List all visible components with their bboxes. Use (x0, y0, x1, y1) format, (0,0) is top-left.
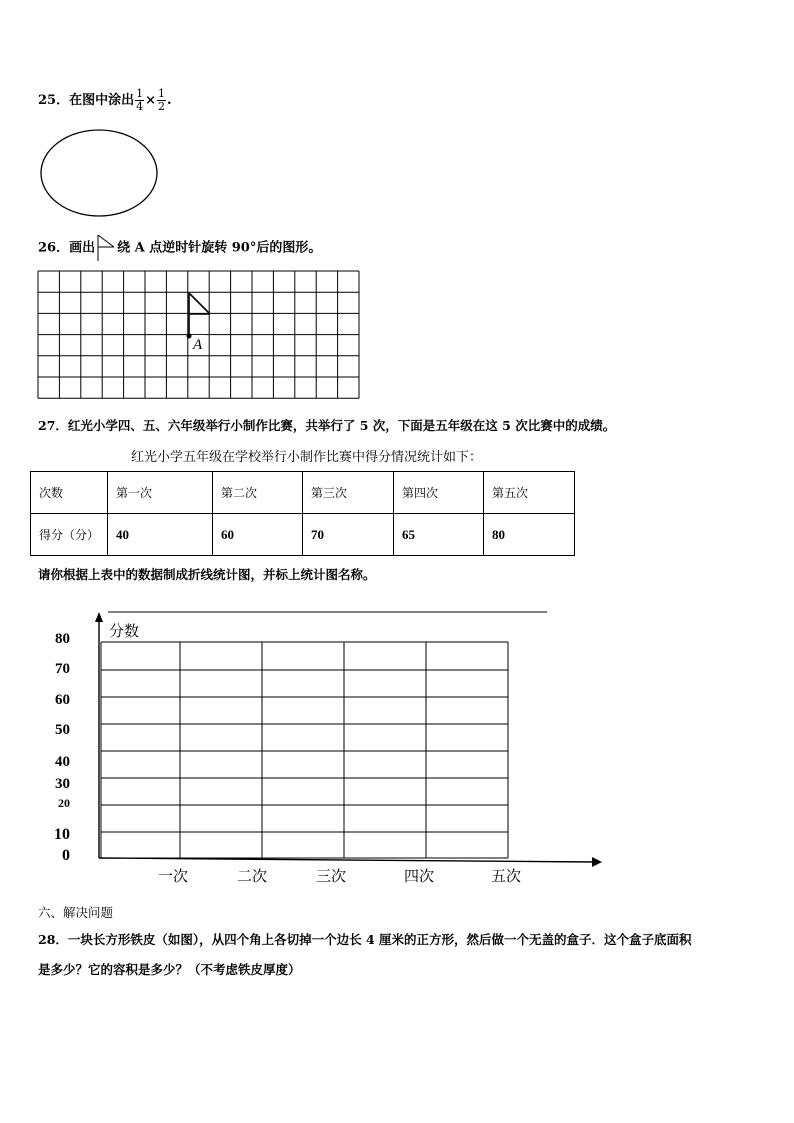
x-axis-arrow (592, 857, 602, 867)
q25-prompt: 25．在图中涂出 $\frac{1}{4}$ × $\frac{1}{2}$ . (38, 87, 172, 113)
table-cell: 70 (303, 514, 394, 556)
table-title: 红光小学五年级在学校举行小制作比赛中得分情况统计如下： (131, 450, 483, 465)
score-table (30, 471, 575, 556)
y-axis-label: 分数 (109, 622, 140, 640)
y-tick-label: 80 (55, 631, 70, 647)
q27-prompt: 27．红光小学四、五、六年级举行小制作比赛，共举行了 5 次，下面是五年级在这 5 次比赛中的成绩。 (38, 418, 616, 433)
table-cell: 次数 (31, 472, 108, 514)
y-tick-label: 0 (62, 847, 70, 864)
y-tick-label: 10 (54, 826, 70, 843)
x-tick-label: 一次 (157, 867, 189, 885)
q25-times: × (145, 93, 156, 108)
table-cell: 40 (108, 514, 213, 556)
y-tick-label: 30 (55, 776, 70, 792)
point-a-label: A (193, 337, 203, 353)
x-tick-label: 二次 (236, 867, 268, 885)
x-tick-label: 五次 (490, 867, 522, 885)
y-tick-label: 40 (55, 754, 70, 770)
q28-line-1: 28．一块长方形铁皮（如图），从四个角上各切掉一个边长 4 厘米的正方形，然后做一个无盖的盒子．这个盒子底面积 (38, 932, 692, 947)
table-cell: 第三次 (303, 472, 394, 514)
table-cell: 第四次 (394, 472, 484, 514)
y-axis-arrow (95, 612, 103, 622)
line-chart (0, 600, 620, 890)
x-tick-label: 三次 (315, 867, 347, 885)
q28-line-2: 是多少？它的容积是多少？（不考虑铁皮厚度） (38, 962, 301, 977)
y-tick-label: 20 (58, 796, 70, 810)
y-tick-label: 60 (55, 692, 70, 708)
table-cell: 第五次 (484, 472, 575, 514)
chart-instruction: 请你根据上表中的数据制成折线统计图，并标上统计图名称。 (38, 567, 376, 582)
point-a (187, 334, 192, 339)
q25-circle (38, 128, 162, 220)
table-cell: 得分（分） (31, 514, 108, 556)
q26-prompt: 26．画出 绕 A 点逆时针旋转 90°后的图形。 (38, 234, 321, 262)
y-tick-label: 70 (55, 661, 70, 677)
table-cell: 第一次 (108, 472, 213, 514)
q25-prefix: 25．在图中涂出 (38, 93, 135, 108)
table-cell: 65 (394, 514, 484, 556)
q25-fraction-2: $\frac{1}{2}$ (158, 87, 165, 113)
x-axis (99, 858, 596, 862)
q25-fraction-1: $\frac{1}{4}$ (136, 87, 144, 113)
q26-grid (36, 269, 362, 401)
flag-diagonal (189, 293, 210, 314)
table-cell: 80 (484, 514, 575, 556)
y-tick-label: 50 (55, 722, 70, 738)
table-cell: 60 (213, 514, 303, 556)
flag-shape-icon (96, 234, 116, 262)
x-tick-label: 四次 (403, 867, 435, 885)
table-header-row (31, 472, 575, 514)
table-row (31, 514, 575, 556)
section-heading: 六、解决问题 (38, 905, 114, 920)
table-cell: 第二次 (213, 472, 303, 514)
